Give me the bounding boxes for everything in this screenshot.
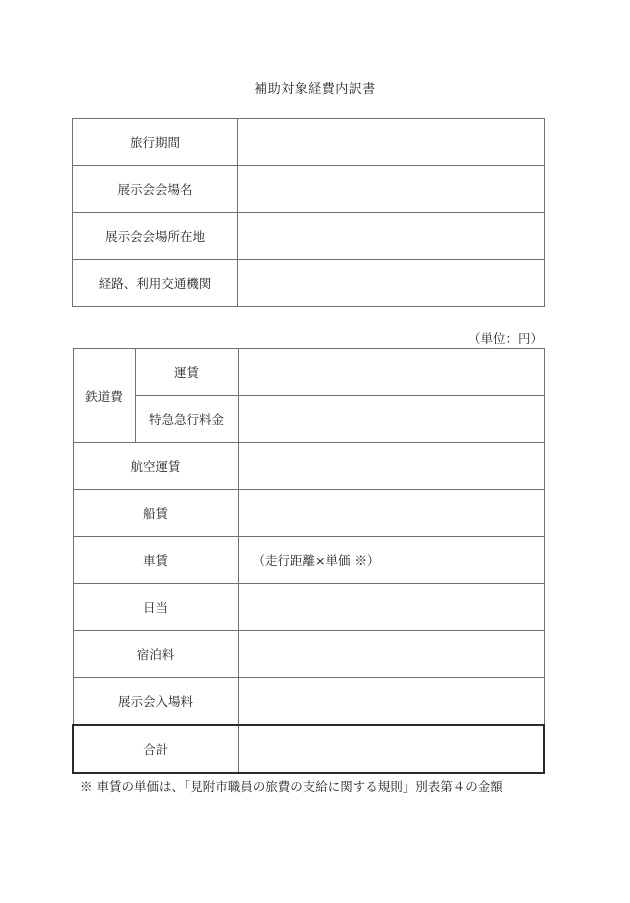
table-row bbox=[73, 678, 544, 726]
ship-fare-label: 船賃 bbox=[73, 490, 238, 537]
table-row bbox=[73, 443, 544, 490]
airfare-field[interactable] bbox=[238, 443, 544, 490]
travel-period-field[interactable] bbox=[238, 119, 545, 166]
unit-label: （単位：円） bbox=[467, 331, 543, 346]
total-label: 合計 bbox=[73, 725, 238, 773]
lodging-label: 宿泊料 bbox=[73, 631, 238, 678]
daily-allowance-field[interactable] bbox=[238, 584, 544, 631]
document-title: 補助対象経費内訳書 bbox=[254, 82, 376, 97]
route-transport-label: 経路、利用交通機関 bbox=[73, 260, 238, 307]
footnote: ※ 車賃の単価は、「見附市職員の旅費の支給に関する規則」別表第４の金額 bbox=[80, 779, 503, 794]
travel-period-label: 旅行期間 bbox=[73, 119, 238, 166]
table-row bbox=[73, 584, 544, 631]
car-fare-field[interactable]: （走行距離×単価 ※） bbox=[238, 537, 544, 584]
venue-name-label: 展示会会場名 bbox=[73, 166, 238, 213]
total-field[interactable] bbox=[238, 725, 544, 773]
table-row bbox=[73, 349, 544, 396]
express-fee-label: 特急急行料金 bbox=[135, 396, 238, 443]
express-fee-field[interactable] bbox=[238, 396, 544, 443]
table-row bbox=[73, 537, 544, 584]
daily-allowance-label: 日当 bbox=[73, 584, 238, 631]
table-row bbox=[73, 166, 545, 213]
table-row bbox=[73, 631, 544, 678]
ship-fare-field[interactable] bbox=[238, 490, 544, 537]
fare-label: 運賃 bbox=[135, 349, 238, 396]
lodging-field[interactable] bbox=[238, 631, 544, 678]
airfare-label: 航空運賃 bbox=[73, 443, 238, 490]
table-row bbox=[73, 396, 544, 443]
expense-table bbox=[72, 348, 545, 774]
railway-group-label: 鉄道費 bbox=[73, 349, 135, 443]
admission-fee-label: 展示会入場料 bbox=[73, 678, 238, 726]
venue-location-field[interactable] bbox=[238, 213, 545, 260]
total-row bbox=[73, 725, 544, 773]
venue-location-label: 展示会会場所在地 bbox=[73, 213, 238, 260]
table-row bbox=[73, 260, 545, 307]
car-fare-label: 車賃 bbox=[73, 537, 238, 584]
table-row bbox=[73, 490, 544, 537]
trip-info-table bbox=[72, 118, 545, 307]
route-transport-field[interactable] bbox=[238, 260, 545, 307]
table-row bbox=[73, 119, 545, 166]
table-row bbox=[73, 213, 545, 260]
fare-field[interactable] bbox=[238, 349, 544, 396]
venue-name-field[interactable] bbox=[238, 166, 545, 213]
admission-fee-field[interactable] bbox=[238, 678, 544, 726]
